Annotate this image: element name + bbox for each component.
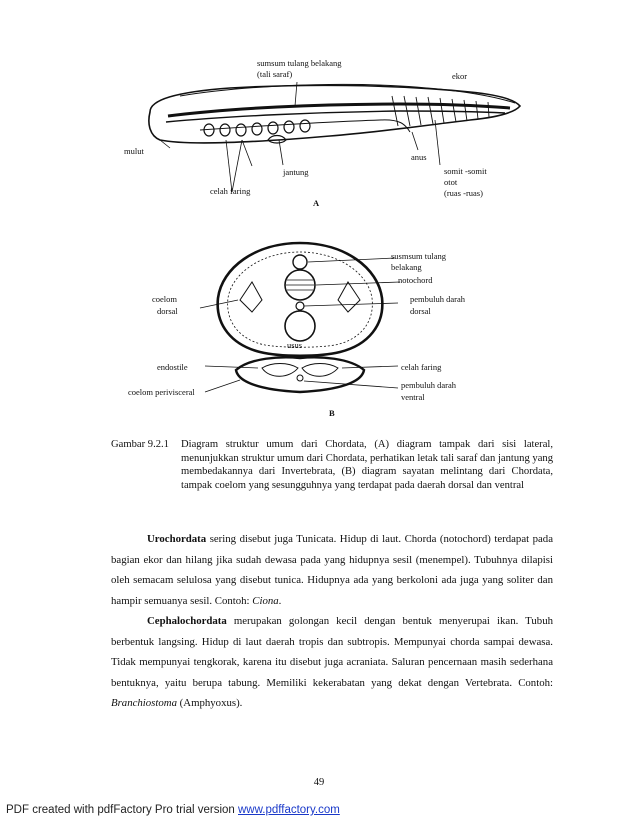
p2-end: (Amphyoxus). [176,697,243,710]
label-anus: anus [411,152,427,162]
gut-section [285,311,315,341]
nerve-cord [168,104,510,116]
label-somit-2: otot [444,177,458,187]
p1-end: . [278,594,282,607]
term-cephalochordata: Cephalochordata [147,615,227,627]
label-coelom-2: dorsal [157,306,178,316]
label-celah-faring-b: celah faring [401,362,442,372]
page-number: 49 [313,777,325,788]
label-somit-3: (ruas -ruas) [444,188,483,198]
diagram-b-cross-section [200,243,400,392]
footer-prefix: PDF created with pdfFactory Pro trial version [6,804,238,816]
pharyngeal-slits [204,120,310,136]
label-celah-faring-a: celah faring [210,186,251,196]
label-coelom-perivisceral: coelom perivisceral [128,387,195,397]
label-susmsum-2: belakang [391,262,422,272]
pdf-footer [6,804,340,816]
label-endostile: endostile [157,362,188,372]
example-ciona: Ciona [252,594,279,607]
label-coelom-1: coelom [152,294,178,304]
p1-text: sering disebut juga Tunicata. Hidup di laut. Chorda (notochord) terdapat pada bagian ekor dan hilang jika sudah dewasa pada yang hidupnya sesil (menempel). Tubuhnya dilapisi oleh semacam selulosa yang disebut tunica. Hidupnya ada yang berkoloni ada juga yang soliter dan hampir semuanya sesil. Contoh: [111,533,553,607]
nerve-cord-section [293,255,307,269]
footer-link[interactable]: www.pdffactory.com [238,804,340,816]
label-ventral-1: pembuluh darah [401,380,456,390]
label-ekor: ekor [452,71,468,81]
body-outline [149,85,520,143]
term-urochordata: Urochordata [147,533,207,545]
label-notochord: notochord [398,275,433,285]
label-usus: usus [287,340,303,350]
label-pembuluh-2: dorsal [410,306,431,316]
label-mulut: mulut [124,146,144,156]
p2-text: merupakan golongan kecil dengan bentuk menyerupai ikan. Tubuh berbentuk langsing. Hidup di laut daerah tropis dan subtropis. Mempunyai chorda sampai dewasa. Tidak mempunyai tengkorak, karena itu disebut juga acraniata. Saluran pencernaan masih sederhana bentuknya, yaitu berupa tabung. Memiliki kekerabatan yang dekat dengan Vertebrata. Contoh: [111,615,553,689]
label-jantung: jantung [283,167,309,177]
label-tali-saraf: (tali saraf) [257,69,293,79]
label-sumsum: sumsum tulang belakang [257,58,342,68]
label-somit-1: somit -somit [444,166,487,176]
caption-text: Diagram struktur umum dari Chordata, (A) diagram tampak dari sisi lateral, menunjukkan struktur umum dari Chordata, perhatikan letak tali saraf dan jantung yang membedakannya dari Invertebrata, (B) diagram sayatan melintang dari Chordata, tampak coelom yang sesungguhnya yang terdapat pada daerah dorsal dan ventral [181,439,553,491]
figure-caption [111,438,553,492]
example-branchiostoma: Branchiostoma [111,697,177,710]
caption-number: Gambar 9.2.1 [111,439,169,450]
paragraph-cephalochordata [111,611,553,714]
paragraph-urochordata [111,529,553,611]
label-susmsum-1: susmsum tulang [391,251,447,261]
label-ventral-2: ventral [401,392,425,402]
label-letter-a: A [313,198,320,208]
label-letter-b: B [329,408,335,418]
label-pembuluh-1: pembuluh darah [410,294,465,304]
